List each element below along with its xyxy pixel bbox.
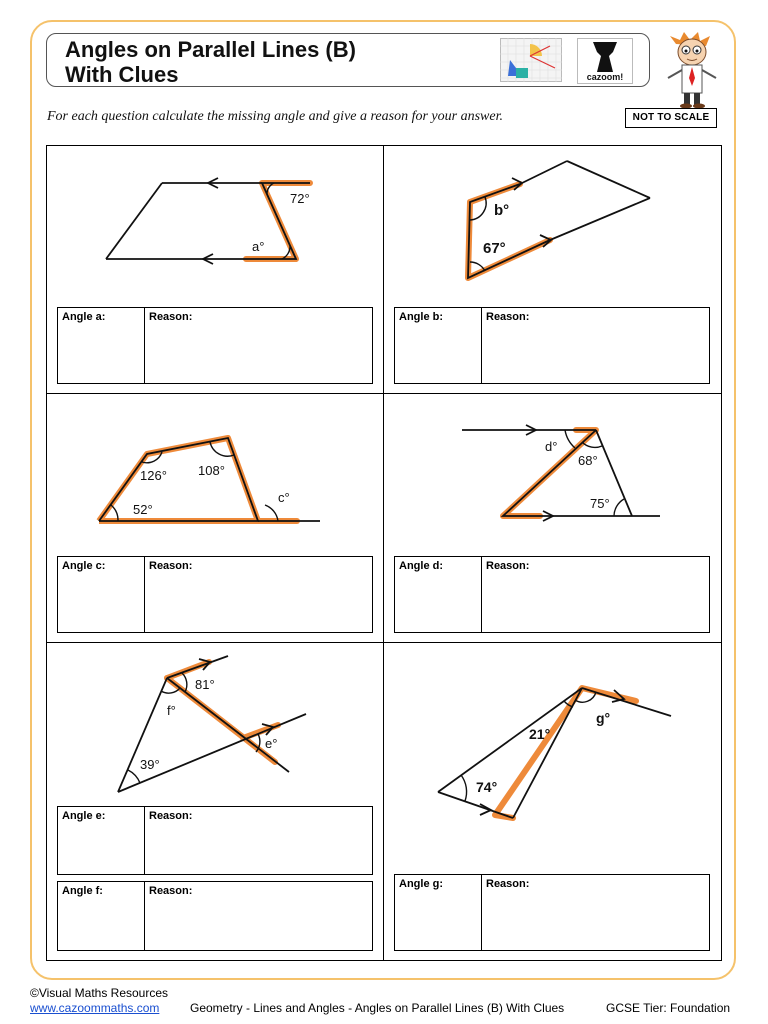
answer-box-b xyxy=(394,307,710,384)
reason-e-label: Reason: xyxy=(149,810,193,822)
answer-box-d xyxy=(394,556,710,633)
unknown-angle-g: g° xyxy=(596,710,611,726)
website-link[interactable]: www.cazoommaths.com xyxy=(30,1001,160,1015)
answer-box-f xyxy=(57,881,373,951)
angle-e-field[interactable] xyxy=(58,807,145,874)
reason-a-field[interactable] xyxy=(145,308,372,383)
diagram-question-c xyxy=(99,438,320,521)
angle-g-field[interactable] xyxy=(395,875,482,950)
title-line-2: With Clues xyxy=(65,62,179,87)
given-angle-75: 75° xyxy=(590,496,610,511)
reason-c-field[interactable] xyxy=(145,557,372,632)
given-angle-52: 52° xyxy=(133,502,153,517)
instructions-text: For each question calculate the missing angle and give a reason for your answer. xyxy=(47,109,503,124)
diagram-question-d xyxy=(462,425,660,521)
cazoom-logo-text: cazoom! xyxy=(586,72,624,82)
reason-a-label: Reason: xyxy=(149,311,193,323)
answer-box-e xyxy=(57,806,373,875)
angle-c-field[interactable] xyxy=(58,557,145,632)
angle-a-field[interactable] xyxy=(58,308,145,383)
answer-box-a xyxy=(57,307,373,384)
reason-d-label: Reason: xyxy=(486,560,530,572)
given-angle-39: 39° xyxy=(140,757,160,772)
copyright-text: ©Visual Maths Resources xyxy=(30,986,169,1000)
given-angle-126: 126° xyxy=(140,468,167,483)
angle-a-label: Angle a: xyxy=(62,311,106,323)
diagram-question-g xyxy=(438,688,671,818)
parallel-arrow-icon xyxy=(480,804,491,815)
unknown-angle-a: a° xyxy=(252,239,265,254)
footer-tier: GCSE Tier: Foundation xyxy=(606,1001,731,1015)
answer-box-c xyxy=(57,556,373,633)
reason-e-field[interactable] xyxy=(145,807,372,874)
reason-c-label: Reason: xyxy=(149,560,193,572)
answer-box-g xyxy=(394,874,710,951)
angle-c-label: Angle c: xyxy=(62,560,106,572)
angle-d-label: Angle d: xyxy=(399,560,443,572)
given-angle-21: 21° xyxy=(529,726,551,742)
angle-f-label: Angle f: xyxy=(62,885,103,897)
unknown-angle-e: e° xyxy=(265,736,278,751)
given-angle-108: 108° xyxy=(198,463,225,478)
angle-f-field[interactable] xyxy=(58,882,145,950)
angle-g-label: Angle g: xyxy=(399,878,443,890)
angle-d-field[interactable] xyxy=(395,557,482,632)
reason-f-label: Reason: xyxy=(149,885,193,897)
given-angle-81: 81° xyxy=(195,677,215,692)
unknown-angle-f: f° xyxy=(167,703,176,718)
not-to-scale-label: NOT TO SCALE xyxy=(625,108,717,128)
unknown-angle-d: d° xyxy=(545,439,558,454)
footer-credits xyxy=(30,986,168,1016)
angle-b-label: Angle b: xyxy=(399,311,443,323)
footer-topic: Geometry - Lines and Angles - Angles on Parallel Lines (B) With Clues xyxy=(190,1001,565,1015)
reason-f-field[interactable] xyxy=(145,882,372,950)
title-line-1: Angles on Parallel Lines (B) xyxy=(65,37,356,62)
given-angle-74: 74° xyxy=(476,779,498,795)
unknown-angle-b: b° xyxy=(494,202,510,219)
reason-b-field[interactable] xyxy=(482,308,709,383)
reason-b-label: Reason: xyxy=(486,311,530,323)
reason-g-label: Reason: xyxy=(486,878,530,890)
given-angle-72: 72° xyxy=(290,191,310,206)
reason-g-field[interactable] xyxy=(482,875,709,950)
given-angle-68: 68° xyxy=(578,453,598,468)
given-angle-67: 67° xyxy=(483,240,506,257)
diagram-question-a xyxy=(106,178,310,264)
angle-e-label: Angle e: xyxy=(62,810,106,822)
diagram-question-ef xyxy=(118,656,306,792)
unknown-angle-c: c° xyxy=(278,490,290,505)
angle-b-field[interactable] xyxy=(395,308,482,383)
reason-d-field[interactable] xyxy=(482,557,709,632)
diagram-question-b xyxy=(468,161,650,278)
